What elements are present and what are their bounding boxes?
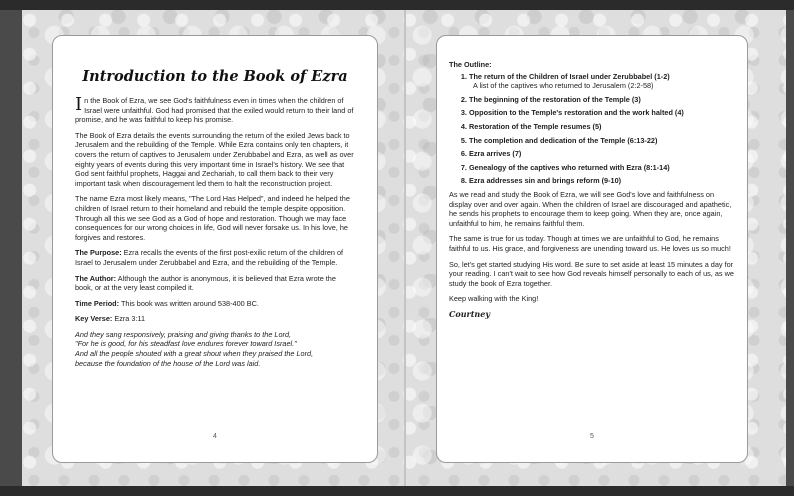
right-page <box>436 35 748 463</box>
study-paragraph: As we read and study the Book of Ezra, we will see God's love and faithfulness on display over and over again. When the children of Israel are discouraged and apathetic, he sends his prophets to encourage them to keep going. When they are, once again, unfaithful to him, he remains faithful them. <box>449 189 732 228</box>
purpose-label: The Purpose: <box>75 248 122 258</box>
outline-item-text: The completion and dedication of the Temple (6:13-22) <box>469 135 658 145</box>
today-paragraph: The same is true for us today. Though at times we are unfaithful to God, he remains faithful to us. His grace, and forgiveness are unending toward us. He loves us so much! <box>449 234 731 253</box>
left-page <box>52 35 378 463</box>
outline-item <box>469 108 735 118</box>
outline-item <box>469 136 735 146</box>
outline-item-text: Opposition to the Temple's restoration and the work halted (4) <box>469 108 684 118</box>
outline-item <box>469 122 735 132</box>
get-started-paragraph: So, let's get started studying His word. Be sure to set aside at least 15 minutes a day for your reading. I can't wait to see how God reveals himself personally to each of us, as we study the book of Ezra together. <box>449 259 734 288</box>
purpose-paragraph <box>75 248 355 267</box>
viewer-top-bar <box>0 0 794 10</box>
intro-text: n the Book of Ezra, we see God's faithfulness even in times when the children of Israel were unfaithful. God had promised that the exiled would return to their land of promise, and he was faithful to keep his promise. <box>75 96 354 125</box>
drop-cap: I <box>75 94 83 115</box>
book-gutter <box>404 10 406 488</box>
author-text: Although the author is anonymous, it is believed that Ezra wrote the book, or at the very least compiled it. <box>75 273 336 293</box>
name-meaning-paragraph: The name Ezra most likely means, "The Lord Has Helped", and indeed he helped the children of Israel return to their homeland and rebuild the temple despite opposition. Through all this we see God as a God of hope and restoration. Though we may face consequences for our wrong choices in life, God will never forsake us. In his love, he forgives and restores. <box>75 194 350 242</box>
intro-paragraph <box>75 96 355 125</box>
outline-item <box>469 176 735 186</box>
outline-item <box>469 72 735 91</box>
outline-item <box>469 163 735 173</box>
page-title: Introduction to the Book of Ezra <box>82 68 348 85</box>
closing-line: Keep walking with the King! <box>449 294 539 304</box>
outline-item-text: The return of the Children of Israel under Zerubbabel (1-2) <box>469 71 670 81</box>
signature: Courtney <box>449 308 490 319</box>
outline-list <box>449 72 735 186</box>
key-verse-label: Key Verse: <box>75 314 113 324</box>
key-verse-paragraph <box>75 314 355 324</box>
time-period-paragraph <box>75 299 355 309</box>
outline-item <box>469 149 735 159</box>
author-paragraph <box>75 274 355 293</box>
outline-item <box>469 95 735 105</box>
verse-line: And they sang responsively, praising and giving thanks to the Lord, <box>75 329 292 339</box>
outline-item-text: The beginning of the restoration of the Temple (3) <box>469 94 641 104</box>
time-period-text: This book was written around 538-400 BC. <box>119 298 259 308</box>
purpose-text: Ezra recalls the events of the first post-exilic return of the children of Israel to Jerusalem under Zerubbabel and Ezra, and the rebuilding of the Temple. <box>75 248 344 267</box>
outline-item-text: Genealogy of the captives who returned with Ezra (8:1-14) <box>469 162 670 172</box>
page-number: 4 <box>213 433 217 441</box>
outline-item-text: Ezra addresses sin and brings reform (9-10) <box>469 176 622 186</box>
verse-line: "For he is good, for his steadfast love endures forever toward Israel." <box>75 339 297 349</box>
outline-item-text: Ezra arrives (7) <box>469 149 522 159</box>
page-number: 5 <box>590 433 594 441</box>
outline-heading: The Outline: <box>449 60 492 69</box>
author-label: The Author: <box>75 273 117 283</box>
outline-item-text: Restoration of the Temple resumes (5) <box>469 121 602 131</box>
details-paragraph: The Book of Ezra details the events surrounding the return of the exiled Jews back to Jerusalem and the rebuilding of the Temple. While Ezra contains only ten chapters, it covers the return of captives to Jerusalem under Zerubbabel and Ezra, as well as over eighty years of events during this very important time in Israel's history. We see that God sent faithful prophets, Haggai and Zechariah, to call them back to their very important task when discouragement led them to halt the reconstruction project. <box>75 130 354 188</box>
key-verse-text: Ezra 3:11 <box>112 314 146 324</box>
book-spread <box>22 10 786 488</box>
time-period-label: Time Period: <box>75 298 120 308</box>
outline-subitem: A list of the captives who returned to Jerusalem (2:2-58) <box>473 81 654 91</box>
viewer-bottom-bar <box>0 486 794 496</box>
verse-line: And all the people shouted with a great shout when they praised the Lord, <box>75 349 314 359</box>
verse-line: because the foundation of the house of the Lord was laid. <box>75 358 261 368</box>
